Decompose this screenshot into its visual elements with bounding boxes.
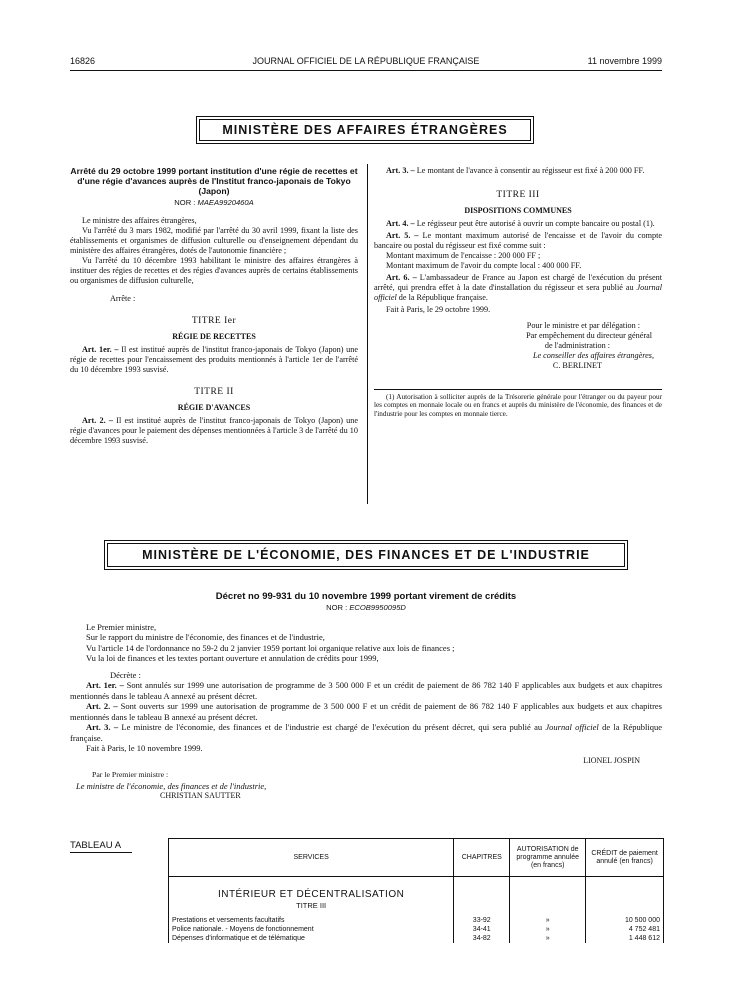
decret-minister-role: Le ministre de l'économie, des finances et de l'industrie, — [76, 780, 267, 791]
credits-table — [168, 838, 664, 943]
arrete-fait: Fait à Paris, le 29 octobre 1999. — [386, 305, 491, 314]
sig-name: C. BERLINET — [552, 361, 602, 370]
row-chapter: 34-82 — [454, 934, 510, 943]
sig-line-4: Le conseiller des affaires étrangères, — [532, 351, 654, 360]
ministry-heading: MINISTÈRE DES AFFAIRES ÉTRANGÈRES — [199, 119, 531, 141]
table-subsection-row — [169, 901, 664, 916]
decret-art-3: Art. 3. – Le ministre de l'économie, des finances et de l'industrie est chargé de l'exécution du présent décret, qui sera publié au Journal officiel de la République française. — [70, 722, 663, 743]
table-section: INTÉRIEUR ET DÉCENTRALISATION — [169, 877, 454, 902]
ministry-2-heading: MINISTÈRE DE L'ÉCONOMIE, DES FINANCES ET DE L'INDUSTRIE — [107, 543, 625, 567]
journal-title: JOURNAL OFFICIEL DE LA RÉPUBLIQUE FRANÇAISE — [252, 56, 480, 66]
arrete-art-5-l2: Montant maximum de l'avoir du compte local : 400 000 FF. — [386, 261, 582, 270]
arrete-left-column — [70, 166, 358, 446]
titre-2: TITRE II — [194, 387, 234, 397]
ministry-2-heading-box — [104, 540, 628, 570]
row-ap: » — [510, 916, 586, 925]
footnote-rule — [374, 389, 662, 390]
arrete-art-5-l1: Montant maximum de l'encaisse : 200 000 FF ; — [386, 251, 541, 260]
col-header-autorisation: AUTORISATION de programme annulée (en francs) — [510, 839, 586, 877]
table-label: TABLEAU A — [70, 840, 132, 853]
arrete-p3: Vu l'arrêté du 10 décembre 1993 habilitant le ministre des affaires étrangères à instituer des régies de recettes et des régies d'avances auprès de certains établissements ou organismes de diffusion culturelle, — [70, 256, 358, 285]
table-row — [169, 934, 664, 943]
arrete-art-3: Art. 3. – Le montant de l'avance à consentir au régisseur est fixé à 200 000 FF. — [386, 166, 645, 175]
row-service: Dépenses d'informatique et de télématique — [169, 934, 454, 943]
arrete-art-2: Art. 2. – Il est institué auprès de l'institut franco-japonais de Tokyo (Japon) une régie d'avances pour le paiement des dépenses mentionnées à l'article 3 de l'arrêté du 10 décembre 1993 susvisé. — [70, 416, 358, 445]
decret-body — [70, 592, 662, 802]
decret-minister-name: CHRISTIAN SAUTTER — [160, 791, 241, 800]
decret-p4: Vu la loi de finances et les textes portant ouverture et annulation de crédits pour 1999, — [86, 653, 379, 663]
arrete-title: Arrêté du 29 octobre 1999 portant institution d'une régie de recettes et d'une régie d'avances auprès de l'Institut franco-japonais de Tokyo (Japon) — [70, 166, 358, 196]
col-header-chapitres: CHAPITRES — [454, 839, 510, 877]
ministry-heading-box — [196, 116, 534, 144]
decret-p2: Sur le rapport du ministre de l'économie, des finances et de l'industrie, — [86, 632, 325, 642]
arrete-right-column — [374, 166, 662, 418]
row-service: Police nationale. - Moyens de fonctionnement — [169, 925, 454, 934]
row-chapter: 34-41 — [454, 925, 510, 934]
col-header-credit: CRÉDIT de paiement annulé (en francs) — [586, 839, 664, 877]
arrete-p1: Le ministre des affaires étrangères, — [82, 216, 197, 225]
arrete-nor: NOR : MAEA9920460A — [174, 198, 254, 207]
table-section-row — [169, 877, 664, 902]
sig-line-3: de l'administration : — [544, 341, 610, 350]
arrete-art-1: Art. 1er. – Il est institué auprès de l'institut franco-japonais de Tokyo (Japon) une régie de recettes pour l'encaissement des produits mentionnés à l'article 1er de l'arrêté du 10 décembre 1993 susvisé. — [70, 345, 359, 374]
decret-art-1: Art. 1er. – Sont annulés sur 1999 une autorisation de programme de 3 500 000 F et un crédit de paiement de 86 782 140 F applicables aux budgets et aux chapitres mentionnés dans le tableau A annexé au présent décret. — [70, 680, 663, 701]
sig-line-1: Pour le ministre et par délégation : — [526, 321, 640, 330]
decret-nor-code: ECOB9950095D — [349, 603, 406, 612]
col-header-services: SERVICES — [169, 839, 454, 877]
titre-2-sub: RÉGIE D'AVANCES — [177, 403, 251, 412]
titre-1: TITRE Ier — [191, 316, 237, 326]
running-header — [70, 56, 662, 70]
arrete-p2: Vu l'arrêté du 3 mars 1982, modifié par l'arrêté du 30 avril 1999, fixant la liste des établissements et organismes de diffusion culturelle ou d'enseignement dépendant du ministère des affaires étrangères, dotés de l'autonomie financière ; — [70, 226, 358, 255]
row-cp: 4 752 481 — [586, 925, 664, 934]
decret-title: Décret no 99-931 du 10 novembre 1999 portant virement de crédits — [215, 591, 517, 602]
row-ap: » — [510, 934, 586, 943]
header-rule — [70, 70, 662, 71]
table-row — [169, 925, 664, 934]
decret-p1: Le Premier ministre, — [86, 621, 157, 632]
row-chapter: 33-92 — [454, 916, 510, 925]
row-ap: » — [510, 925, 586, 934]
decret-par: Par le Premier ministre : — [92, 770, 169, 779]
issue-date: 11 novembre 1999 — [587, 56, 662, 66]
footnote: (1) Autorisation à solliciter auprès de la Trésorerie générale pour l'étranger ou du payeur pour les comptes en monnaie locale ou en francs et auprès du ministère de l'économie, des finances et de l'industrie pour les comptes en monnaie tierce. — [374, 393, 662, 418]
arrete-nor-code: MAEA9920460A — [197, 198, 254, 207]
arrete-art-6: Art. 6. – L'ambassadeur de France au Japon est chargé de l'exécution du présent arrêté, qui prendra effet à la date d'installation du régisseur et sera publié au Journal officiel de la République française. — [374, 273, 663, 302]
table-subsection: TITRE III — [169, 901, 454, 916]
row-cp: 1 448 612 — [586, 934, 664, 943]
arrete-art-5: Art. 5. – Le montant maximum autorisé de l'encaisse et de l'avoir du compte bancaire ou postal du régisseur est fixé comme suit : — [374, 231, 662, 250]
decret-art-2: Art. 2. – Sont ouverts sur 1999 une autorisation de programme de 3 500 000 F et un crédit de paiement de 86 782 140 F applicables aux budgets et aux chapitres mentionnés dans le tableau B annexé au présent décret. — [70, 701, 662, 722]
decret-nor: NOR : ECOB9950095D — [326, 603, 406, 612]
page-number: 16826 — [70, 56, 96, 66]
table-header-row — [169, 839, 664, 877]
row-cp: 10 500 000 — [586, 916, 664, 925]
decret-fait: Fait à Paris, le 10 novembre 1999. — [86, 743, 203, 753]
titre-3-sub: DISPOSITIONS COMMUNES — [464, 206, 572, 215]
decret-p3: Vu l'article 14 de l'ordonnance no 59-2 du 2 janvier 1959 portant loi organique relative aux lois de finances ; — [86, 642, 455, 653]
sig-line-2: Par empêchement du directeur général — [526, 331, 652, 340]
decret-signer: LIONEL JOSPIN — [583, 755, 640, 765]
arrete-art-4: Art. 4. – Le régisseur peut être autorisé à ouvrir un compte bancaire ou postal (1). — [386, 219, 655, 228]
table-row — [169, 916, 664, 925]
titre-3: TITRE III — [496, 190, 540, 200]
arrete-word: Arrête : — [110, 294, 136, 303]
decret-decrete: Décrète : — [110, 669, 141, 680]
titre-1-sub: RÉGIE DE RECETTES — [172, 332, 256, 341]
row-service: Prestations et versements facultatifs — [169, 916, 454, 925]
column-separator — [367, 164, 368, 504]
